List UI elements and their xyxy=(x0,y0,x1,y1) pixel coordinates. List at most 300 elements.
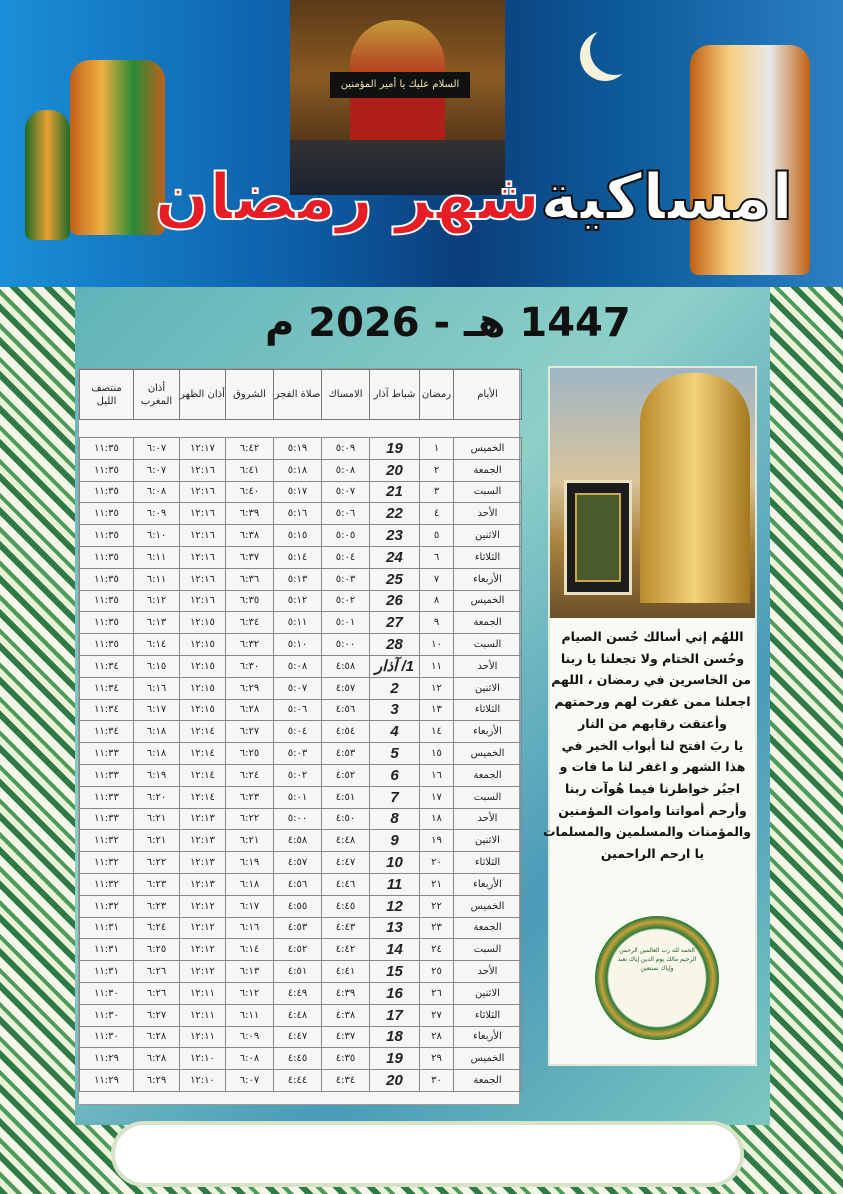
table-cell: ٦:٢٥ xyxy=(226,743,274,765)
table-cell: ٧ xyxy=(420,568,454,590)
table-cell: ٥:٠٨ xyxy=(274,655,322,677)
table-cell: ١١:٣٢ xyxy=(80,895,134,917)
table-cell: الأحد xyxy=(454,808,522,830)
table-cell: ٤:٤٨ xyxy=(274,1004,322,1026)
table-cell: ٤:٣٥ xyxy=(322,1048,370,1070)
table-cell: ٦:٣٤ xyxy=(226,612,274,634)
table-row xyxy=(80,634,522,656)
table-cell: ٤:٣٤ xyxy=(322,1070,370,1092)
table-cell: ٤:٥٠ xyxy=(322,808,370,830)
table-cell: ٥:١٨ xyxy=(274,459,322,481)
table-cell: 19 xyxy=(370,1048,420,1070)
table-cell: ١١ xyxy=(420,655,454,677)
table-cell: ٢٦ xyxy=(420,982,454,1004)
table-cell: ٥:٠٢ xyxy=(274,764,322,786)
prayer-line: اجعلنا ممن غفرت لهم ورحمتهم xyxy=(554,694,751,710)
table-cell: الثلاثاء xyxy=(454,1004,522,1026)
prayer-line: هذا الشهر و اغفر لنا ما فات و xyxy=(559,759,746,775)
table-cell: ١١:٣٥ xyxy=(80,503,134,525)
table-cell: ٤:٥١ xyxy=(274,961,322,983)
table-cell: ٤:٤٨ xyxy=(322,830,370,852)
table-cell: ٤:٤٥ xyxy=(274,1048,322,1070)
table-cell: ٥:١٧ xyxy=(274,481,322,503)
table-cell: ٦:٢٣ xyxy=(226,786,274,808)
table-cell: ٥:٠٢ xyxy=(322,590,370,612)
table-cell: ١٢:١٣ xyxy=(180,808,226,830)
table-row xyxy=(80,1026,522,1048)
table-cell: 18 xyxy=(370,1026,420,1048)
table-cell: ١١:٣٣ xyxy=(80,743,134,765)
column-header: شباط آذار xyxy=(370,370,420,420)
table-cell: 22 xyxy=(370,503,420,525)
table-cell: ٦:١١ xyxy=(134,546,180,568)
table-cell: ٥:١٤ xyxy=(274,546,322,568)
table-cell: ١٢:١٦ xyxy=(180,546,226,568)
table-cell: 7 xyxy=(370,786,420,808)
table-row xyxy=(80,982,522,1004)
table-cell: ١٤ xyxy=(420,721,454,743)
prayer-line: من الخاسرين في رمضان ، اللهم xyxy=(551,672,751,688)
table-cell: ٢٢ xyxy=(420,895,454,917)
table-cell: 20 xyxy=(370,459,420,481)
table-cell: ١٣ xyxy=(420,699,454,721)
table-cell: 4 xyxy=(370,721,420,743)
table-row xyxy=(80,808,522,830)
table-row xyxy=(80,677,522,699)
quran-book-icon xyxy=(564,480,632,595)
table-cell: ١١:٣٥ xyxy=(80,568,134,590)
table-cell: ١٢:١١ xyxy=(180,1026,226,1048)
table-cell: 13 xyxy=(370,917,420,939)
table-cell: الأربعاء xyxy=(454,873,522,895)
table-cell: ٦:٠٨ xyxy=(134,481,180,503)
shrine-dome-photo xyxy=(550,368,755,618)
table-cell: ٦:٣٢ xyxy=(226,634,274,656)
table-cell: الاثنين xyxy=(454,982,522,1004)
table-cell: ٤:٤٢ xyxy=(322,939,370,961)
table-cell: ٦:٢٤ xyxy=(226,764,274,786)
table-cell: ١٢:١٤ xyxy=(180,786,226,808)
table-cell: 5 xyxy=(370,743,420,765)
table-cell: ١٢:١٥ xyxy=(180,655,226,677)
table-row xyxy=(80,786,522,808)
table-cell: ١١:٣٢ xyxy=(80,852,134,874)
table-cell: 20 xyxy=(370,1070,420,1092)
table-cell: ٦:٢٦ xyxy=(134,982,180,1004)
title-part: امساكية xyxy=(540,161,793,235)
table-row xyxy=(80,525,522,547)
crescent-moon-icon xyxy=(590,25,640,75)
column-header: أذان المغرب xyxy=(134,370,180,420)
table-cell: ٦:٢٠ xyxy=(134,786,180,808)
lantern-icon xyxy=(70,60,165,235)
table-cell: ٦:٢٢ xyxy=(226,808,274,830)
table-cell: ٤:٥٨ xyxy=(274,830,322,852)
shrine-sign: السلام عليك يا أمير المؤمنين xyxy=(330,72,470,98)
table-row xyxy=(80,699,522,721)
table-cell: ٦:٢٩ xyxy=(226,677,274,699)
table-cell: 10 xyxy=(370,852,420,874)
table-cell: ١١:٣٥ xyxy=(80,481,134,503)
table-cell: ٦:٣٨ xyxy=(226,525,274,547)
table-cell: ٤ xyxy=(420,503,454,525)
table-cell: ٦:١٤ xyxy=(226,939,274,961)
page-title xyxy=(155,160,793,237)
table-row xyxy=(80,568,522,590)
prayer-line: اللهُم إني أسالك حُسن الصيام xyxy=(561,629,744,644)
table-cell: ٥:١٢ xyxy=(274,590,322,612)
table-cell: ١٢:١٦ xyxy=(180,568,226,590)
table-cell: ٥:١٣ xyxy=(274,568,322,590)
table-cell: 24 xyxy=(370,546,420,568)
table-row xyxy=(80,1070,522,1092)
table-cell: الأحد xyxy=(454,655,522,677)
table-row xyxy=(80,939,522,961)
table-cell: الجمعة xyxy=(454,612,522,634)
table-cell: ٦:٣٩ xyxy=(226,503,274,525)
table-cell: ٦:١٣ xyxy=(226,961,274,983)
prayer-line: وحُسن الختام ولا تجعلنا يا ربنا xyxy=(560,650,745,666)
table-cell: السبت xyxy=(454,939,522,961)
table-cell: الخميس xyxy=(454,590,522,612)
table-cell: ٦:٢١ xyxy=(226,830,274,852)
table-cell: 2 xyxy=(370,677,420,699)
table-cell: ٦:١١ xyxy=(226,1004,274,1026)
table-cell: ٢٧ xyxy=(420,1004,454,1026)
table-cell: ٥:٠٧ xyxy=(274,677,322,699)
table-cell: الخميس xyxy=(454,438,522,460)
table-cell: ٥:١٠ xyxy=(274,634,322,656)
table-cell: الأحد xyxy=(454,503,522,525)
table-cell: ١١:٣٥ xyxy=(80,546,134,568)
table-row xyxy=(80,721,522,743)
table-cell: ١١:٣٢ xyxy=(80,873,134,895)
table-cell: ٤:٤٦ xyxy=(322,873,370,895)
table-cell: ٥:٠٧ xyxy=(322,481,370,503)
table-cell: ٦:٤١ xyxy=(226,459,274,481)
table-cell: الثلاثاء xyxy=(454,699,522,721)
table-cell: ٦:٢٤ xyxy=(134,917,180,939)
table-cell: ٦:١٣ xyxy=(134,612,180,634)
table-cell: ٦:٢١ xyxy=(134,808,180,830)
table-cell: ١١:٣٤ xyxy=(80,699,134,721)
table-cell: ١٢:١٢ xyxy=(180,895,226,917)
table-header-row xyxy=(80,370,522,420)
table-cell: الأربعاء xyxy=(454,721,522,743)
table-cell: ٥:١٩ xyxy=(274,438,322,460)
table-cell: الاثنين xyxy=(454,830,522,852)
table-cell: الخميس xyxy=(454,743,522,765)
table-cell: ٦:٢٣ xyxy=(134,873,180,895)
table-cell: ٥:٠٦ xyxy=(274,699,322,721)
table-cell: ٦:٢٢ xyxy=(134,852,180,874)
table-cell: ٤:٤٧ xyxy=(322,852,370,874)
table-cell: ١٢:١٠ xyxy=(180,1048,226,1070)
year-heading: 1447 هـ - 2026 م xyxy=(265,300,631,346)
table-cell: ٦:١٠ xyxy=(134,525,180,547)
table-cell: ٦:١٢ xyxy=(226,982,274,1004)
table-cell: ٦:٢٩ xyxy=(134,1070,180,1092)
table-cell: ٦:١٩ xyxy=(226,852,274,874)
table-cell: ١٢:١٥ xyxy=(180,634,226,656)
prayer-line: يا ربَ افتح لنا أبواب الخير في xyxy=(561,737,744,753)
table-row xyxy=(80,1004,522,1026)
table-cell: الأربعاء xyxy=(454,1026,522,1048)
table-cell: ٥:٠٠ xyxy=(322,634,370,656)
table-cell: ٥:٠١ xyxy=(322,612,370,634)
table-cell: 27 xyxy=(370,612,420,634)
table-cell: ١٢:١٤ xyxy=(180,721,226,743)
table-cell: ٢ xyxy=(420,459,454,481)
table-cell: الخميس xyxy=(454,895,522,917)
table-cell: ٢٤ xyxy=(420,939,454,961)
column-header: منتصف الليل xyxy=(80,370,134,420)
table-cell: ١٢:١٦ xyxy=(180,525,226,547)
table-cell: الجمعة xyxy=(454,459,522,481)
table-cell: ١٢:١٥ xyxy=(180,612,226,634)
table-cell: ٥:٠٠ xyxy=(274,808,322,830)
table-cell: ٦:٢٦ xyxy=(134,961,180,983)
table-cell: ٤:٥٦ xyxy=(274,873,322,895)
table-cell: الثلاثاء xyxy=(454,852,522,874)
table-cell: 26 xyxy=(370,590,420,612)
table-row xyxy=(80,655,522,677)
table-cell: ١١:٣٤ xyxy=(80,677,134,699)
table-cell: ٦:٠٨ xyxy=(226,1048,274,1070)
spacer-cell xyxy=(80,420,134,438)
table-cell: ٦:١٧ xyxy=(226,895,274,917)
table-cell: ٤:٣٨ xyxy=(322,1004,370,1026)
table-cell: ٦:٣٦ xyxy=(226,568,274,590)
table-cell: ١ xyxy=(420,438,454,460)
table-cell: ١١:٣١ xyxy=(80,961,134,983)
table-cell: ٤:٥٢ xyxy=(274,939,322,961)
ramadan-prayer xyxy=(542,626,751,865)
table-cell: ١٢:١٤ xyxy=(180,743,226,765)
table-cell: ٦ xyxy=(420,546,454,568)
table-cell: ٢٣ xyxy=(420,917,454,939)
prayer-line: يا ارحم الراحمين xyxy=(600,846,705,862)
table-cell: ٦:١٢ xyxy=(134,590,180,612)
table-cell: ٦:٠٩ xyxy=(226,1026,274,1048)
table-row xyxy=(80,481,522,503)
table-row xyxy=(80,503,522,525)
table-cell: ٢٠ xyxy=(420,852,454,874)
table-cell: ٦:٢٧ xyxy=(226,721,274,743)
table-cell: ١٧ xyxy=(420,786,454,808)
spacer-row xyxy=(80,420,522,438)
table-cell: ٦:١٦ xyxy=(226,917,274,939)
column-header: رمضان xyxy=(420,370,454,420)
table-cell: ١٢:١٣ xyxy=(180,873,226,895)
table-cell: ٣ xyxy=(420,481,454,503)
table-cell: ١١:٣٣ xyxy=(80,786,134,808)
table-cell: ٦:٢٥ xyxy=(134,939,180,961)
table-cell: ٤:٥٧ xyxy=(274,852,322,874)
table-cell: 8 xyxy=(370,808,420,830)
column-header: الامساك xyxy=(322,370,370,420)
table-cell: 23 xyxy=(370,525,420,547)
table-cell: ٦:٤٠ xyxy=(226,481,274,503)
table-cell: ٤:٥٣ xyxy=(274,917,322,939)
table-cell: ١١:٣٥ xyxy=(80,612,134,634)
table-cell: 14 xyxy=(370,939,420,961)
table-cell: ٤:٤٤ xyxy=(274,1070,322,1092)
table-cell: ١٢:١٦ xyxy=(180,503,226,525)
table-cell: ١٢:١٣ xyxy=(180,852,226,874)
table-cell: ١١:٣١ xyxy=(80,939,134,961)
table-cell: ١٢:١٦ xyxy=(180,481,226,503)
table-cell: 9 xyxy=(370,830,420,852)
table-cell: ١١:٣٥ xyxy=(80,590,134,612)
table-cell: ١٢:١٤ xyxy=(180,764,226,786)
golden-dome xyxy=(640,373,750,603)
table-cell: ٦:١١ xyxy=(134,568,180,590)
table-cell: ١٦ xyxy=(420,764,454,786)
table-cell: ٥:٠٦ xyxy=(322,503,370,525)
table-cell: ٣٠ xyxy=(420,1070,454,1092)
table-cell: ١١:٣٣ xyxy=(80,808,134,830)
table-cell: ٥:١٦ xyxy=(274,503,322,525)
table-cell: ٥:١٥ xyxy=(274,525,322,547)
table-cell: ٤:٥٤ xyxy=(322,721,370,743)
table-cell: ١١:٣٢ xyxy=(80,830,134,852)
table-row xyxy=(80,1048,522,1070)
table-cell: ٦:٢٨ xyxy=(226,699,274,721)
prayer-line: وأرحم أمواتنا واموات المؤمنين xyxy=(558,802,747,818)
column-header: أذان الظهر xyxy=(180,370,226,420)
table-cell: ١١:٣٤ xyxy=(80,721,134,743)
table-cell: ٤:٤٧ xyxy=(274,1026,322,1048)
fatiha-seal: الحمد لله رب العالمين الرحمن الرحيم مالك يوم الدين إياك نعبد وإياك نستعين xyxy=(595,916,719,1040)
table-cell: ٤:٥٦ xyxy=(322,699,370,721)
table-cell: ١١:٣٤ xyxy=(80,655,134,677)
table-cell: ٤:٤١ xyxy=(322,961,370,983)
table-cell: ٦:١٨ xyxy=(134,743,180,765)
table-cell: ٦:٢٨ xyxy=(134,1026,180,1048)
table-cell: ١١:٣٠ xyxy=(80,982,134,1004)
table-cell: ٤:٥١ xyxy=(322,786,370,808)
table-cell: ٦:٣٧ xyxy=(226,546,274,568)
table-cell: ١٩ xyxy=(420,830,454,852)
table-cell: السبت xyxy=(454,634,522,656)
title-part: شهر رمضان xyxy=(154,161,541,235)
table-cell: ٤:٤٩ xyxy=(274,982,322,1004)
table-cell: ٦:١٨ xyxy=(134,721,180,743)
table-cell: 16 xyxy=(370,982,420,1004)
side-panel xyxy=(542,366,757,1066)
table-cell: ١١:٣٣ xyxy=(80,764,134,786)
table-cell: ٦:٣٥ xyxy=(226,590,274,612)
table-cell: 19 xyxy=(370,438,420,460)
table-cell: ٦:٠٧ xyxy=(134,438,180,460)
table-cell: ٥:٠٤ xyxy=(322,546,370,568)
column-header: الشروق xyxy=(226,370,274,420)
table-cell: ٤:٥٣ xyxy=(322,743,370,765)
table-row xyxy=(80,743,522,765)
table-cell: ٥:٠٩ xyxy=(322,438,370,460)
table-cell: ١١:٣٥ xyxy=(80,459,134,481)
table-cell: ٦:٠٧ xyxy=(226,1070,274,1092)
table-cell: ١٢ xyxy=(420,677,454,699)
table-cell: الجمعة xyxy=(454,917,522,939)
table-cell: ٤:٥٢ xyxy=(322,764,370,786)
table-cell: الاثنين xyxy=(454,677,522,699)
table-cell: ٦:١٨ xyxy=(226,873,274,895)
table-cell: 6 xyxy=(370,764,420,786)
table-cell: ١٢:١١ xyxy=(180,1004,226,1026)
table-cell: 3 xyxy=(370,699,420,721)
table-cell: ١١:٢٩ xyxy=(80,1070,134,1092)
table-cell: ٥ xyxy=(420,525,454,547)
table-cell: 1/ آذار xyxy=(370,655,420,677)
table-row xyxy=(80,546,522,568)
table-cell: ٦:٣٠ xyxy=(226,655,274,677)
table-cell: ٢٨ xyxy=(420,1026,454,1048)
prayer-line: وأعتقت رقابهم من النار xyxy=(578,715,727,731)
table-cell: ٤:٣٩ xyxy=(322,982,370,1004)
prayer-line: اجبُر خواطرنا فيما هُوآت ربنا xyxy=(564,780,741,796)
table-cell: ١٢:١٦ xyxy=(180,590,226,612)
table-cell: ١٢:١٠ xyxy=(180,1070,226,1092)
table-cell: ١٢:١٢ xyxy=(180,961,226,983)
table-cell: ١١:٣٥ xyxy=(80,634,134,656)
table-cell: 25 xyxy=(370,568,420,590)
table-cell: ٥:١١ xyxy=(274,612,322,634)
table-row xyxy=(80,612,522,634)
table-row xyxy=(80,961,522,983)
table-row xyxy=(80,459,522,481)
table-cell: ١٢:١١ xyxy=(180,982,226,1004)
table-cell: الأحد xyxy=(454,961,522,983)
table-row xyxy=(80,830,522,852)
table-cell: ٢٩ xyxy=(420,1048,454,1070)
table-cell: ١١:٣٥ xyxy=(80,525,134,547)
table-cell: ١١:٢٩ xyxy=(80,1048,134,1070)
table-cell: ٩ xyxy=(420,612,454,634)
table-cell: ٨ xyxy=(420,590,454,612)
table-cell: ٦:١٥ xyxy=(134,655,180,677)
table-cell: السبت xyxy=(454,481,522,503)
table-cell: 15 xyxy=(370,961,420,983)
header-banner xyxy=(0,0,843,287)
table-cell: ٦:١٤ xyxy=(134,634,180,656)
table-cell: الجمعة xyxy=(454,1070,522,1092)
table-cell: ٦:٠٧ xyxy=(134,459,180,481)
table-cell: ٦:٢٣ xyxy=(134,895,180,917)
table-cell: 11 xyxy=(370,873,420,895)
lantern-icon xyxy=(25,110,70,240)
table-cell: ١١:٣٥ xyxy=(80,438,134,460)
table-cell: ٦:١٩ xyxy=(134,764,180,786)
table-cell: ٦:١٦ xyxy=(134,677,180,699)
table-cell: ٦:٤٢ xyxy=(226,438,274,460)
table-cell: ٦:٠٩ xyxy=(134,503,180,525)
blank-scroll-banner xyxy=(115,1125,740,1183)
table-cell: ١٠ xyxy=(420,634,454,656)
table-cell: ٦:٢٧ xyxy=(134,1004,180,1026)
table-cell: 12 xyxy=(370,895,420,917)
table-cell: ١٢:١٧ xyxy=(180,438,226,460)
spacer-cell xyxy=(134,420,522,438)
table-cell: ٥:٠٤ xyxy=(274,721,322,743)
table-cell: ١٥ xyxy=(420,743,454,765)
table-cell: ٥:٠٥ xyxy=(322,525,370,547)
table-cell: ١٢:١٢ xyxy=(180,917,226,939)
table-cell: ١١:٣٠ xyxy=(80,1004,134,1026)
table-cell: الأربعاء xyxy=(454,568,522,590)
table-cell: الجمعة xyxy=(454,764,522,786)
